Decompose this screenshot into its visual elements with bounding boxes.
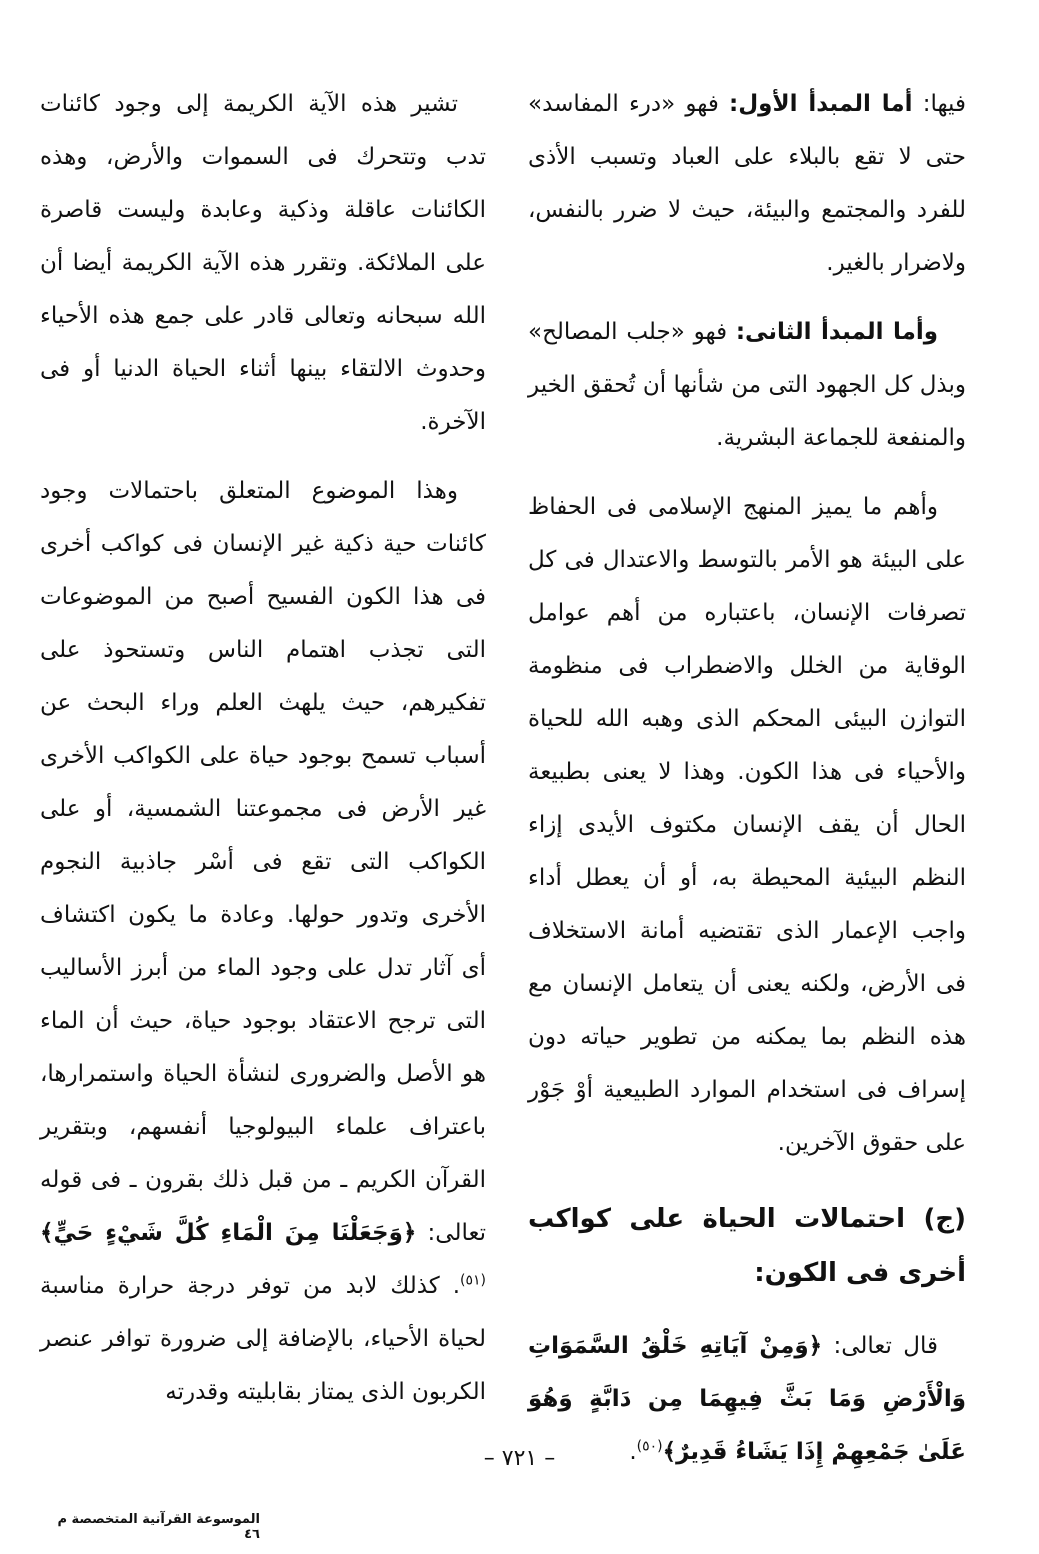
paragraph-first-principle — [528, 78, 966, 290]
paragraph-end: . — [629, 1439, 637, 1465]
paragraph-second-principle — [528, 306, 966, 465]
paragraph-text: وهذا الموضوع المتعلق باحتمالات وجود كائنات حية ذكية غير الإنسان فى كواكب أخرى فى هذا الكون الفسيح أصبح من الموضوعات التى تجذب اهتمام الناس وتستحوذ على تفكيرهم، حيث يلهث العلم وراء البحث عن أسباب تسمح بوجود حياة على الكواكب الأخرى غير الأرض فى مجموعتنا الشمسية، أو على الكواكب التى تقع فى أسْر جاذبية النجوم الأخرى وتدور حولها. وعادة ما يكون اكتشاف أى آثار تدل على وجود الماء من أبرز الأساليب التى ترجح الاعتقاد بوجود حياة، حيث أن الماء هو الأصل والضرورى لنشأة الحياة واستمرارها، باعتراف علماء البيولوجيا أنفسهم، وبتقرير القرآن الكريم ـ من قبل ذلك بقرون ـ فى قوله تعالى: — [40, 478, 486, 1246]
first-principle-title: أما المبدأ الأول: — [729, 91, 913, 117]
quran-verse: ﴿وَمِنْ آيَاتِهِ خَلْقُ السَّمَوَاتِ وَالْأَرْضِ وَمَا بَثَّ فِيهِمَا مِن دَابَّةٍ وَهُوَ عَلَىٰ جَمْعِهِمْ إِذَا يَشَاءُ قَدِيرٌ﴾ — [528, 1333, 966, 1465]
paragraph-text: فهو «جلب المصالح» وبذل كل الجهود التى من شأنها أن تُحقق الخير والمنفعة للجماعة البشرية. — [528, 319, 966, 451]
paragraph-text: قال تعالى: — [822, 1333, 938, 1359]
right-column — [528, 78, 966, 1495]
paragraph-verse-explanation: تشير هذه الآية الكريمة إلى وجود كائنات تدب وتتحرك فى السموات والأرض، وهذه الكائنات عاقلة وذكية وعابدة وليست قاصرة على الملائكة. وتقرر هذه الآية الكريمة أيضا أن الله سبحانه وتعالى قادر على جمع هذه الأحياء وحدوث الالتقاء بينها أثناء الحياة الدنيا أو فى الآخرة. — [40, 91, 486, 435]
book-footer: الموسوعة القرآنية المتخصصة م ٤٦ — [57, 1512, 260, 1542]
paragraph-text-continued: . كذلك لابد من توفر درجة حرارة مناسبة لحياة الأحياء، بالإضافة إلى ضرورة توافر عنصر الكربون الذى يمتاز بقابليته وقدرته — [40, 1273, 486, 1405]
page-number: – ٧٢١ – — [483, 1446, 556, 1471]
second-principle-title: وأما المبدأ الثانى: — [735, 319, 938, 345]
quran-verse: ﴿وَجَعَلْنَا مِنَ الْمَاءِ كُلَّ شَيْءٍ حَيٍّ﴾ — [40, 1220, 417, 1246]
paragraph-text: فهو «درء المفاسد» حتى لا تقع بالبلاء على العباد وتسبب الأذى للفرد والمجتمع والبيئة، حيث لا ضرر بالنفس، ولاضرار بالغير. — [528, 91, 966, 276]
left-column — [40, 78, 486, 1435]
paragraph-life-probability — [40, 465, 486, 1419]
paragraph-lead: فيها: — [912, 91, 966, 117]
footnote-ref: (٥٠) — [636, 1438, 663, 1455]
paragraph-islamic-approach: وأهم ما يميز المنهج الإسلامى فى الحفاظ على البيئة هو الأمر بالتوسط والاعتدال فى كل تصرفات الإنسان، باعتباره من أهم عوامل الوقاية من الخلل والاضطراب فى منظومة التوازن البيئى المحكم الذى وهبه الله للحياة والأحياء فى هذا الكون. وهذا لا يعنى بطبيعة الحال أن يقف الإنسان مكتوف الأيدى إزاء النظم البيئية المحيطة به، أو أن يعطل أداء واجب الإعمار الذى تقتضيه أمانة الاستخلاف فى الأرض، ولكنه يعنى أن يتعامل الإنسان مع هذه النظم بما يمكنه من تطوير حياته دون إسراف فى استخدام الموارد الطبيعية أوْ جَوْر على حقوق الآخرين. — [528, 494, 966, 1156]
section-heading: (ج) احتمالات الحياة على كواكب أخرى فى الكون: — [528, 1204, 966, 1288]
footnote-ref: (٥١) — [460, 1272, 486, 1289]
